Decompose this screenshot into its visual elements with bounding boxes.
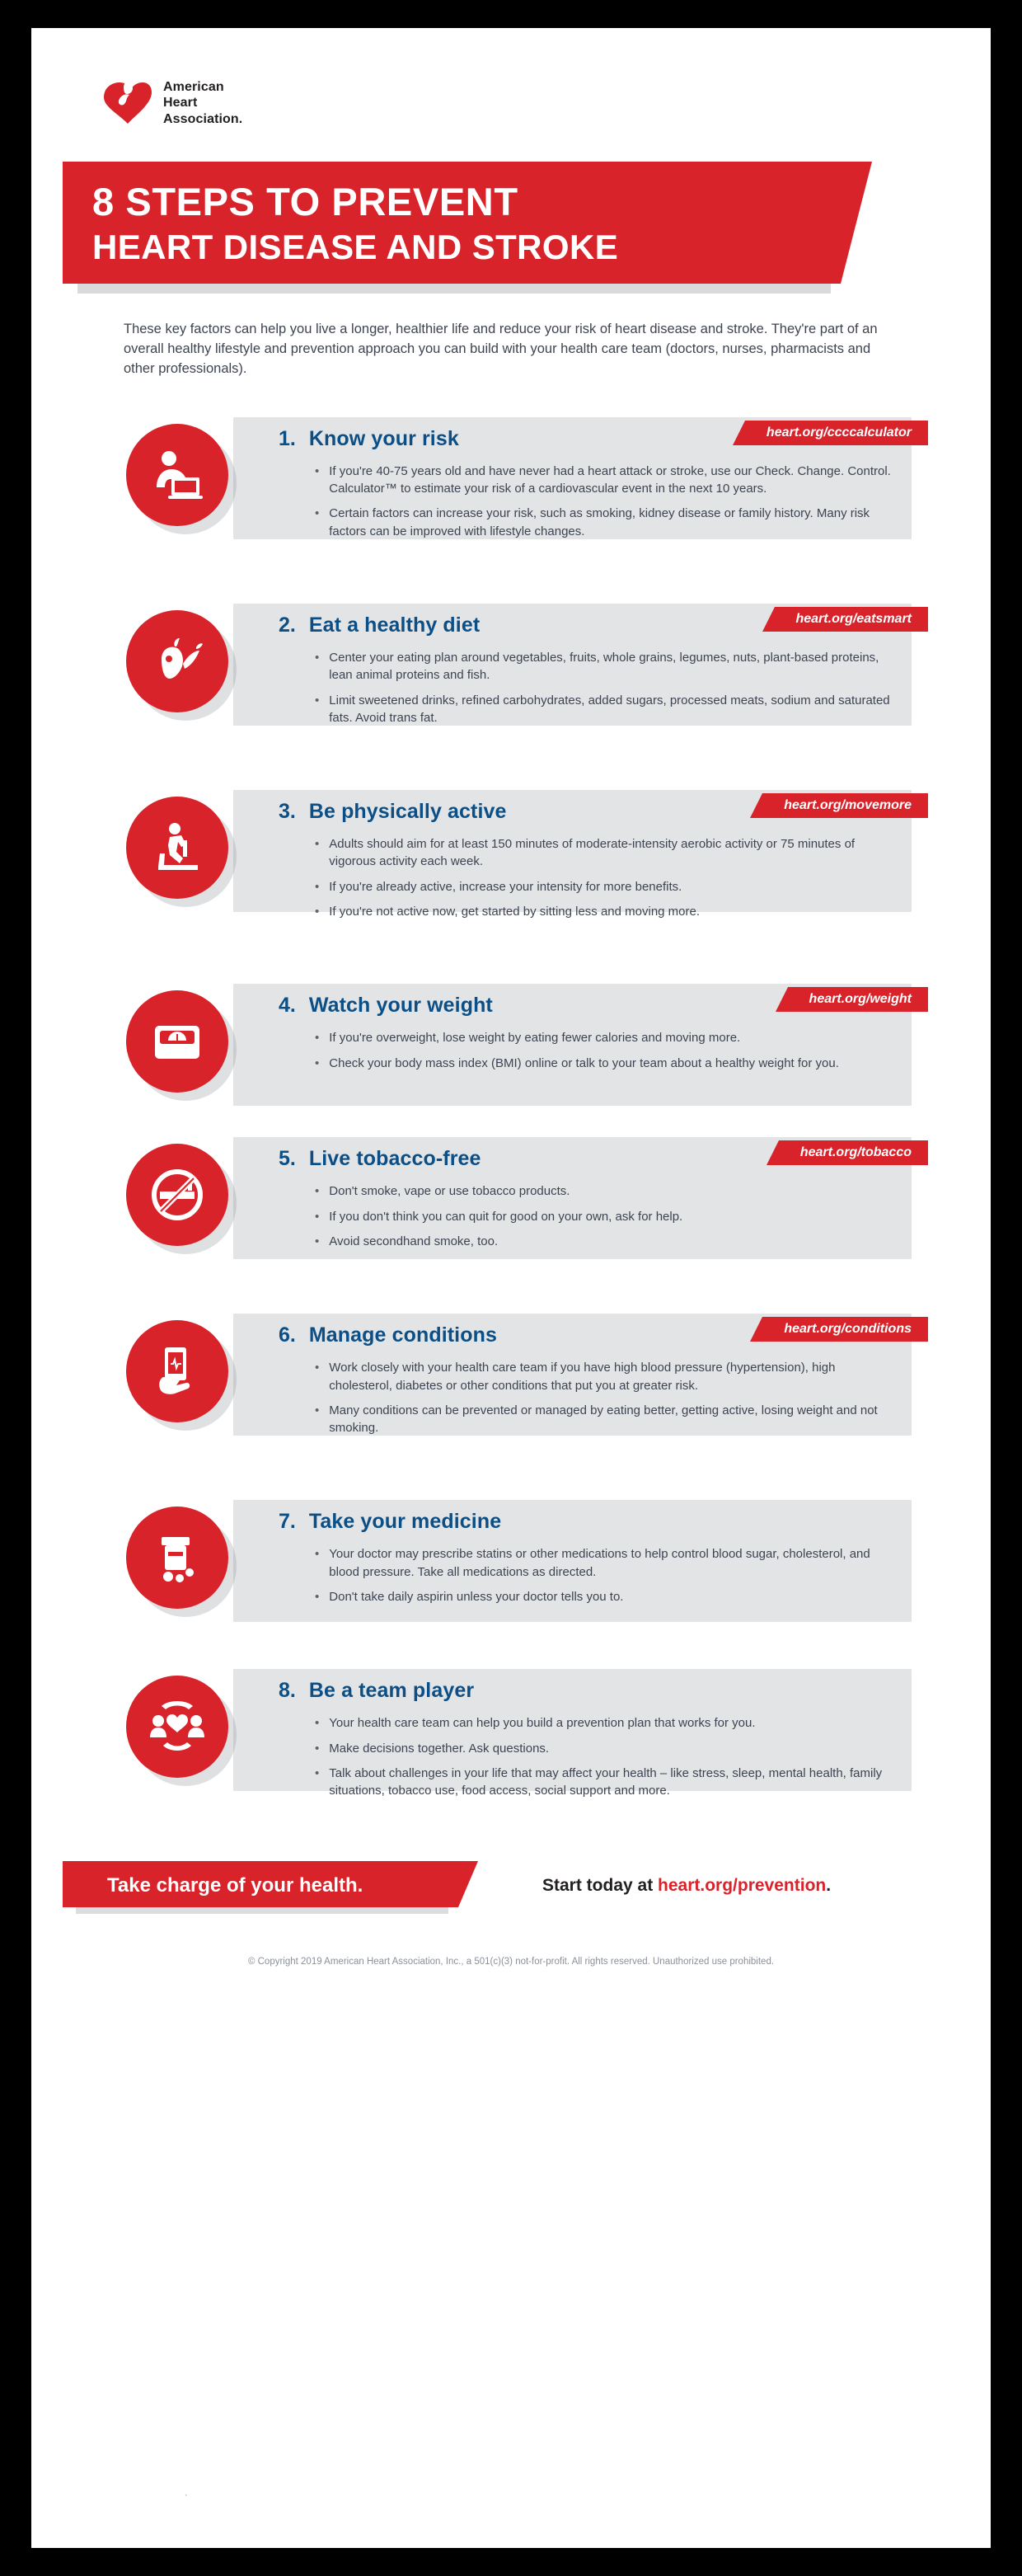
infographic-sheet — [31, 28, 991, 2548]
bullet-item — [315, 463, 892, 498]
step-heading — [279, 800, 991, 824]
bullet-dot: • — [315, 463, 320, 478]
brand-logo-text — [163, 79, 242, 128]
step-url-label: heart.org/movemore — [784, 798, 912, 813]
bullet-item — [315, 903, 892, 920]
bullet-text: Your doctor may prescribe statins or other medications to help control blood sugar, cholesterol, and blood pressure. Take all medications as directed. — [329, 1547, 870, 1579]
step-content — [31, 1129, 991, 1276]
bullet-dot: • — [315, 1547, 320, 1562]
bullet-dot: • — [315, 1234, 320, 1248]
title-banner — [31, 162, 991, 284]
step-number: 1. — [279, 426, 296, 450]
bullet-dot: • — [315, 506, 320, 521]
step-content — [31, 595, 991, 752]
step-url-label: heart.org/tobacco — [799, 1145, 912, 1160]
bullet-text: Avoid secondhand smoke, too. — [329, 1234, 499, 1248]
step-item — [31, 409, 991, 566]
step-content — [31, 975, 991, 1098]
bullet-item — [315, 505, 892, 540]
brand-line-2: Heart — [163, 96, 198, 110]
bullet-dot: • — [315, 879, 320, 894]
start-today-line — [542, 1876, 831, 1896]
bullet-dot: • — [315, 693, 320, 707]
step-url-label: heart.org/weight — [809, 992, 912, 1007]
step-item — [31, 1661, 991, 1825]
bullet-text: If you don't think you can quit for good on your own, ask for help. — [329, 1209, 683, 1224]
step-content — [31, 409, 991, 566]
step-content — [31, 782, 991, 946]
bullet-item — [315, 1359, 892, 1394]
bullet-text: Limit sweetened drinks, refined carbohydrates, added sugars, processed meats, sodium and saturated fats. Avoid trans fat. — [329, 693, 890, 725]
bullet-item — [315, 835, 892, 871]
bullet-text: Talk about challenges in your life that may affect your health – like stress, sleep, mental health, family situations, tobacco use, food access, social support and more. — [329, 1765, 883, 1798]
bullet-dot: • — [315, 837, 320, 852]
step-title: Manage conditions — [308, 1323, 497, 1347]
bullet-dot: • — [315, 1184, 320, 1199]
step-item — [31, 1492, 991, 1631]
brand-logo — [31, 28, 991, 130]
bullet-item — [315, 878, 892, 895]
step-item — [31, 975, 991, 1099]
bullet-text: If you're not active now, get started by sitting less and moving more. — [329, 905, 701, 919]
bullet-dot: • — [315, 1716, 320, 1731]
bullet-dot: • — [315, 1055, 320, 1070]
step-heading — [279, 613, 991, 637]
bullet-text: Adults should aim for at least 150 minutes of moderate-intensity aerobic activity or 75 minutes of vigorous activity each week. — [329, 837, 856, 869]
step-title: Eat a healthy diet — [308, 613, 481, 637]
cta-shadow — [76, 1907, 448, 1914]
footer-mark: · — [185, 2490, 188, 2500]
step-url-label: heart.org/ccccalculator — [766, 425, 912, 440]
bullet-dot: • — [315, 905, 320, 919]
step-title: Be physically active — [308, 800, 507, 824]
bullet-dot: • — [315, 1741, 320, 1756]
prevention-link[interactable]: heart.org/prevention — [658, 1876, 827, 1896]
step-title: Watch your weight — [308, 994, 493, 1018]
bullet-item — [315, 1233, 892, 1250]
step-content — [31, 1305, 991, 1462]
bullet-text: Don't smoke, vape or use tobacco products. — [329, 1184, 570, 1199]
step-bullets — [315, 649, 991, 726]
bullet-text: Center your eating plan around vegetables, fruits, whole grains, legumes, nuts, plant-based proteins, lean animal proteins and fish. — [329, 650, 879, 683]
step-heading — [279, 427, 991, 451]
bullet-dot: • — [315, 1765, 320, 1780]
step-number: 7. — [279, 1510, 296, 1534]
bullet-text: If you're already active, increase your intensity for more benefits. — [329, 879, 682, 894]
page-title-line-1: 8 STEPS TO PREVENT — [92, 180, 518, 223]
step-bullets — [315, 1714, 991, 1799]
step-bullets — [315, 1359, 991, 1436]
bullet-item — [315, 1588, 892, 1605]
step-bullets — [315, 463, 991, 540]
bullet-item — [315, 1545, 892, 1581]
bullet-item — [315, 692, 892, 727]
bullet-text: If you're 40-75 years old and have never had a heart attack or stroke, use our Check. Change. Control. Calculator™ to estimate your risk of a cardiovascular event in the next 10 years. — [329, 463, 891, 496]
step-number: 6. — [279, 1323, 296, 1347]
bullet-dot: • — [315, 1361, 320, 1375]
step-content — [31, 1661, 991, 1825]
step-heading — [279, 1510, 991, 1534]
footer-cta — [31, 1854, 991, 1919]
bullet-item — [315, 1029, 892, 1046]
step-heading — [279, 1147, 991, 1171]
step-bullets — [315, 835, 991, 920]
bullet-text: Work closely with your health care team if you have high blood pressure (hypertension), high cholesterol, diabetes or other conditions that put you at greater risk. — [329, 1361, 836, 1393]
bullet-item — [315, 649, 892, 684]
bullet-text: Make decisions together. Ask questions. — [329, 1741, 550, 1756]
bullet-text: Check your body mass index (BMI) online or talk to your team about a healthy weight for you. — [329, 1055, 839, 1070]
copyright-text: © Copyright 2019 American Heart Association, Inc., a 501(c)(3) not-for-profit. All rights reserved. Unauthorized use prohibited. — [247, 1957, 775, 1967]
step-title: Know your risk — [308, 426, 459, 450]
bullet-dot: • — [315, 1590, 320, 1604]
bullet-dot: • — [315, 1403, 320, 1417]
steps-list — [31, 409, 991, 1826]
bullet-text: Don't take daily aspirin unless your doctor tells you to. — [329, 1590, 624, 1604]
step-number: 8. — [279, 1679, 296, 1703]
bullet-text: Certain factors can increase your risk, such as smoking, kidney disease or family history. Many risk factors can be improved with lifestyle changes. — [329, 506, 870, 538]
step-url-label: heart.org/conditions — [784, 1322, 912, 1337]
step-item — [31, 595, 991, 752]
bullet-text: If you're overweight, lose weight by eating fewer calories and moving more. — [329, 1031, 741, 1046]
bullet-item — [315, 1402, 892, 1437]
bullet-dot: • — [315, 1209, 320, 1224]
bullet-item — [315, 1740, 892, 1757]
step-url-label: heart.org/eatsmart — [795, 611, 912, 626]
bullet-dot: • — [315, 1031, 320, 1046]
start-today-prefix: Start today at — [542, 1876, 659, 1896]
step-number: 3. — [279, 800, 296, 824]
step-title: Be a team player — [308, 1679, 475, 1703]
step-item — [31, 1129, 991, 1276]
step-number: 2. — [279, 613, 296, 637]
step-item — [31, 1305, 991, 1462]
step-bullets — [315, 1029, 991, 1072]
step-number: 4. — [279, 994, 296, 1018]
start-today-suffix: . — [826, 1876, 832, 1896]
bullet-item — [315, 1182, 892, 1200]
bullet-item — [315, 1055, 892, 1072]
aha-heart-torch-logo-icon — [99, 76, 153, 130]
step-number: 5. — [279, 1147, 296, 1171]
step-title: Take your medicine — [308, 1510, 502, 1534]
step-bullets — [315, 1545, 991, 1605]
brand-line-3: Association. — [163, 111, 243, 126]
step-heading — [279, 1323, 991, 1347]
page-title-line-2: HEART DISEASE AND STROKE — [92, 227, 619, 266]
intro-paragraph: These key factors can help you live a longer, healthier life and reduce your risk of heart disease and stroke. They're part of an overall healthy lifestyle and prevention approach you can build with your health care team (doctors, nurses, pharmacists and other professionals). — [124, 322, 878, 376]
bullet-text: Your health care team can help you build a prevention plan that works for you. — [329, 1716, 756, 1731]
step-item — [31, 782, 991, 946]
step-content — [31, 1492, 991, 1631]
step-heading — [279, 1679, 991, 1703]
bullet-item — [315, 1765, 892, 1800]
cta-label: Take charge of your health. — [107, 1874, 363, 1897]
bullet-item — [315, 1208, 892, 1225]
banner-shadow — [77, 284, 831, 294]
bullet-item — [315, 1714, 892, 1732]
bullet-dot: • — [315, 650, 320, 665]
page-title — [92, 180, 618, 268]
step-title: Live tobacco-free — [308, 1147, 481, 1171]
step-heading — [279, 994, 991, 1018]
step-bullets — [315, 1182, 991, 1250]
brand-line-1: American — [163, 79, 224, 94]
bullet-text: Many conditions can be prevented or managed by eating better, getting active, losing weight and not smoking. — [329, 1403, 878, 1436]
